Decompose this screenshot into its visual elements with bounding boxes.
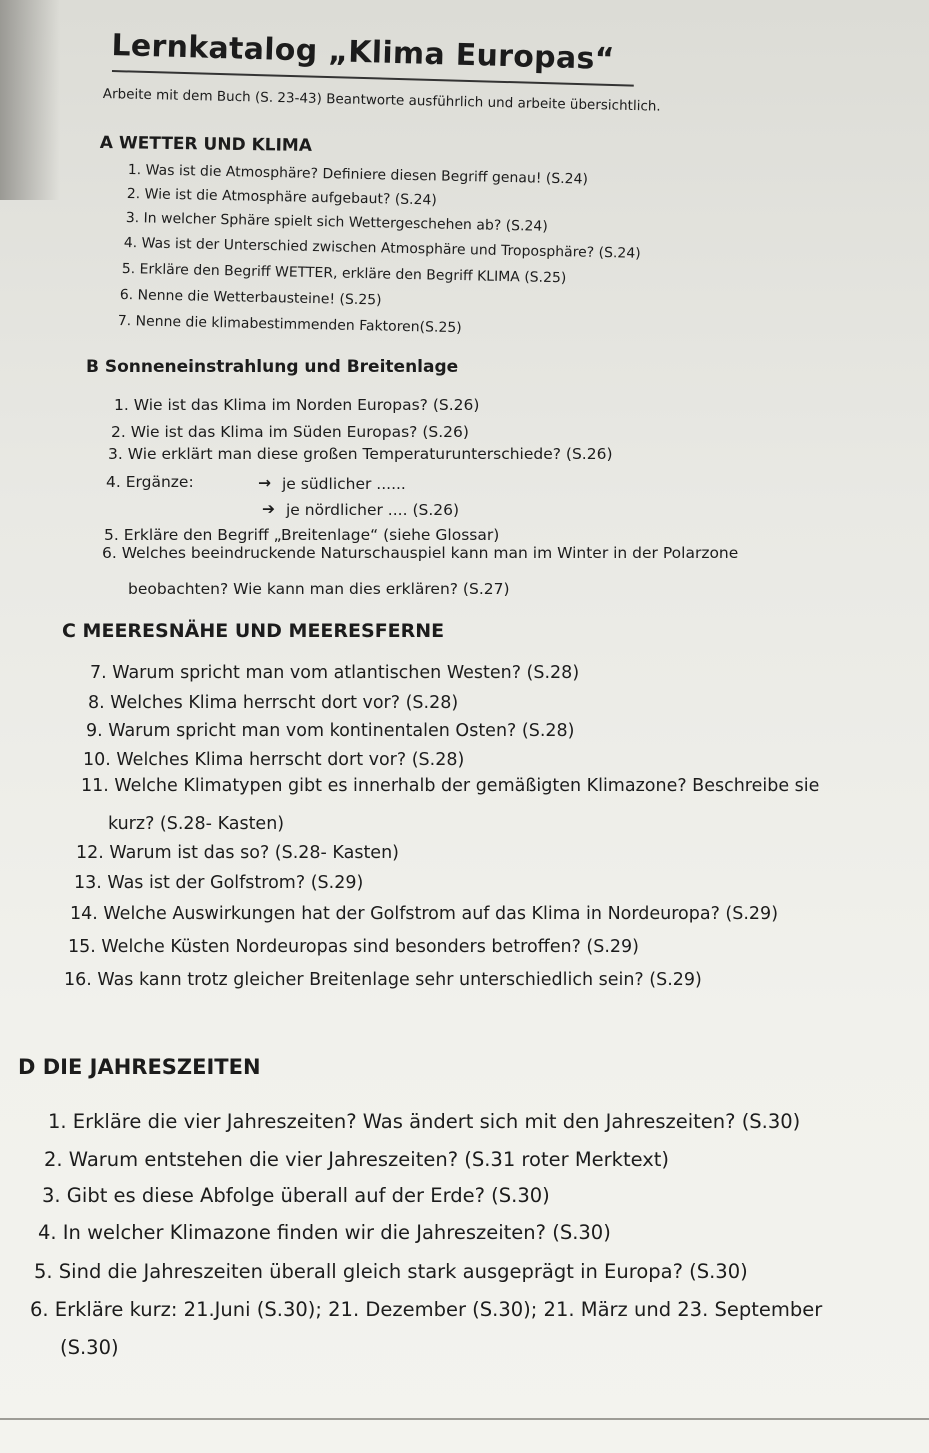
section-b-heading: B Sonneneinstrahlung und Breitenlage: [86, 357, 459, 377]
section-a-item: 2. Wie ist die Atmosphäre aufgebaut? (S.24): [126, 186, 438, 209]
section-a-item: 6. Nenne die Wetterbausteine! (S.25): [119, 287, 382, 309]
arrow-icon: ➔: [262, 500, 275, 518]
section-a-item: 1. Was ist die Atmosphäre? Definiere diesen Begriff genau! (S.24): [127, 162, 589, 188]
page-title: Lernkatalog „Klima Europas“: [111, 28, 616, 78]
section-c-item: 12. Warum ist das so? (S.28- Kasten): [76, 843, 399, 863]
section-d-item: 5. Sind die Jahreszeiten überall gleich stark ausgeprägt in Europa? (S.30): [34, 1260, 748, 1283]
section-b-item: 5. Erkläre den Begriff „Breitenlage“ (siehe Glossar): [104, 526, 500, 544]
section-b-subitem: je nördlicher .... (S.26): [286, 501, 460, 519]
section-b-item: 2. Wie ist das Klima im Süden Europas? (S.26): [111, 423, 469, 441]
section-d-item-continued: (S.30): [60, 1336, 119, 1359]
section-c-item: 16. Was kann trotz gleicher Breitenlage sehr unterschiedlich sein? (S.29): [64, 970, 702, 990]
instructions: Arbeite mit dem Buch (S. 23-43) Beantworte ausführlich und arbeite übersichtlich.: [102, 86, 661, 115]
section-b-item: 4. Ergänze:: [106, 473, 194, 491]
section-d-item: 3. Gibt es diese Abfolge überall auf der Erde? (S.30): [42, 1184, 550, 1207]
section-a-item: 7. Nenne die klimabestimmenden Faktoren(S.25): [117, 313, 462, 337]
section-d-item: 4. In welcher Klimazone finden wir die Jahreszeiten? (S.30): [38, 1221, 611, 1244]
page-edge: [0, 1418, 929, 1420]
section-b-item: 6. Welches beeindruckende Naturschauspiel kann man im Winter in der Polarzone: [102, 544, 739, 562]
section-d-item: 1. Erkläre die vier Jahreszeiten? Was ändert sich mit den Jahreszeiten? (S.30): [48, 1110, 801, 1133]
section-d-item: 2. Warum entstehen die vier Jahreszeiten? (S.31 roter Merktext): [44, 1148, 670, 1171]
section-c-item-continued: kurz? (S.28- Kasten): [108, 814, 285, 834]
section-c-item: 13. Was ist der Golfstrom? (S.29): [74, 873, 364, 893]
section-c-item: 7. Warum spricht man vom atlantischen Westen? (S.28): [90, 663, 580, 683]
section-c-item: 9. Warum spricht man vom kontinentalen Osten? (S.28): [86, 721, 575, 741]
section-c-item: 10. Welches Klima herrscht dort vor? (S.28): [83, 750, 465, 770]
page-shadow: [0, 0, 60, 200]
section-b-item: 1. Wie ist das Klima im Norden Europas? (S.26): [114, 396, 480, 414]
section-c-item: 11. Welche Klimatypen gibt es innerhalb der gemäßigten Klimazone? Beschreibe sie: [81, 776, 820, 796]
section-a-item: 5. Erkläre den Begriff WETTER, erkläre den Begriff KLIMA (S.25): [121, 261, 567, 287]
arrow-icon: →: [258, 474, 271, 492]
section-c-item: 15. Welche Küsten Nordeuropas sind besonders betroffen? (S.29): [68, 937, 640, 957]
section-b-item-continued: beobachten? Wie kann man dies erklären? (S.27): [128, 580, 510, 598]
section-a-item: 4. Was ist der Unterschied zwischen Atmosphäre und Troposphäre? (S.24): [123, 235, 641, 262]
section-a-heading: A WETTER UND KLIMA: [99, 133, 313, 156]
section-c-heading: C MEERESNÄHE UND MEERESFERNE: [62, 620, 445, 642]
section-c-item: 14. Welche Auswirkungen hat der Golfstrom auf das Klima in Nordeuropa? (S.29): [70, 904, 779, 924]
section-d-item: 6. Erkläre kurz: 21.Juni (S.30); 21. Dezember (S.30); 21. März und 23. September: [30, 1298, 823, 1321]
section-a-item: 3. In welcher Sphäre spielt sich Wettergeschehen ab? (S.24): [125, 210, 548, 235]
section-b-item: 3. Wie erklärt man diese großen Temperaturunterschiede? (S.26): [108, 445, 613, 463]
section-b-subitem: je südlicher ......: [282, 475, 406, 493]
section-d-heading: D DIE JAHRESZEITEN: [18, 1055, 261, 1079]
section-c-item: 8. Welches Klima herrscht dort vor? (S.28): [88, 693, 459, 713]
